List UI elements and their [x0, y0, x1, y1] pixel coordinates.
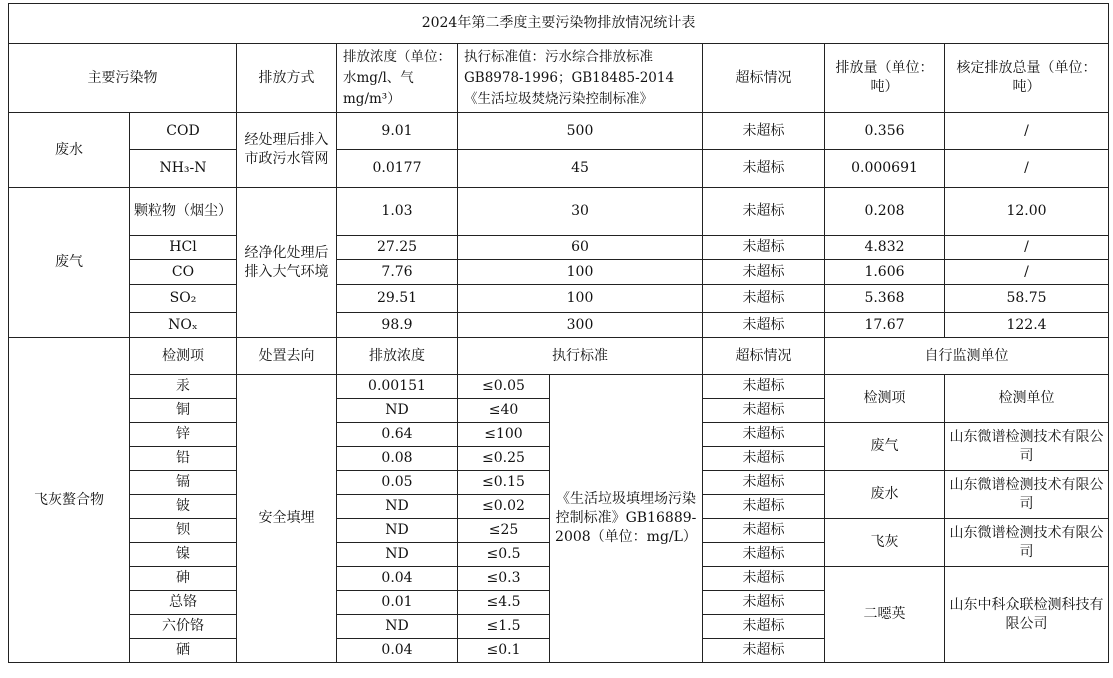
- subheader-disposal: 处置去向: [237, 338, 337, 375]
- item-cell: 总铬: [130, 591, 237, 615]
- status-cell: 未超标: [703, 639, 825, 663]
- item-cell: 铍: [130, 495, 237, 519]
- conc-cell: 0.0177: [337, 150, 458, 188]
- limit-cell: ≤4.5: [458, 591, 550, 615]
- monitor-unit: 山东微谱检测技术有限公司: [945, 423, 1109, 471]
- limit-cell: ≤1.5: [458, 615, 550, 639]
- item-cell: 汞: [130, 375, 237, 399]
- monitor-header-item: 检测项: [825, 375, 945, 423]
- item-cell: 砷: [130, 567, 237, 591]
- std-cell: 100: [458, 260, 703, 285]
- total-cell: 12.00: [945, 188, 1109, 236]
- monitor-item: 飞灰: [825, 519, 945, 567]
- conc-cell: 0.08: [337, 447, 458, 471]
- total-cell: /: [945, 260, 1109, 285]
- status-cell: 未超标: [703, 591, 825, 615]
- table-row: [9, 113, 1109, 150]
- status-cell: 未超标: [703, 260, 825, 285]
- conc-cell: 0.64: [337, 423, 458, 447]
- status-cell: 未超标: [703, 236, 825, 260]
- conc-cell: 0.01: [337, 591, 458, 615]
- std-cell: 300: [458, 313, 703, 338]
- item-cell: 钡: [130, 519, 237, 543]
- category-wastewater: 废水: [9, 113, 130, 188]
- monitor-unit: 山东中科众联检测科技有限公司: [945, 567, 1109, 663]
- status-cell: 未超标: [703, 519, 825, 543]
- item-cell: NOₓ: [130, 313, 237, 338]
- conc-cell: 0.04: [337, 567, 458, 591]
- amount-cell: 4.832: [825, 236, 945, 260]
- item-cell: 铅: [130, 447, 237, 471]
- conc-cell: 1.03: [337, 188, 458, 236]
- item-cell: 硒: [130, 639, 237, 663]
- item-cell: 镍: [130, 543, 237, 567]
- table-title: 2024年第二季度主要污染物排放情况统计表: [9, 4, 1109, 44]
- table-row: [9, 260, 1109, 285]
- amount-cell: 5.368: [825, 285, 945, 313]
- conc-cell: ND: [337, 519, 458, 543]
- limit-cell: ≤40: [458, 399, 550, 423]
- subheader-exceed: 超标情况: [703, 338, 825, 375]
- table-row: [9, 375, 1109, 399]
- total-cell: /: [945, 150, 1109, 188]
- header-exceed: 超标情况: [703, 44, 825, 113]
- status-cell: 未超标: [703, 113, 825, 150]
- conc-cell: 27.25: [337, 236, 458, 260]
- item-cell: CO: [130, 260, 237, 285]
- conc-cell: ND: [337, 495, 458, 519]
- total-cell: /: [945, 113, 1109, 150]
- conc-cell: 98.9: [337, 313, 458, 338]
- status-cell: 未超标: [703, 423, 825, 447]
- status-cell: 未超标: [703, 543, 825, 567]
- category-fly-ash: 飞灰螯合物: [9, 338, 130, 663]
- status-cell: 未超标: [703, 313, 825, 338]
- monitor-item: 废气: [825, 423, 945, 471]
- conc-cell: ND: [337, 543, 458, 567]
- amount-cell: 17.67: [825, 313, 945, 338]
- item-cell: 颗粒物（烟尘）: [130, 188, 237, 236]
- item-cell: 铜: [130, 399, 237, 423]
- total-cell: 58.75: [945, 285, 1109, 313]
- conc-cell: 0.00151: [337, 375, 458, 399]
- status-cell: 未超标: [703, 447, 825, 471]
- item-cell: 六价铬: [130, 615, 237, 639]
- table-row: [9, 236, 1109, 260]
- conc-cell: 7.76: [337, 260, 458, 285]
- std-cell: 30: [458, 188, 703, 236]
- status-cell: 未超标: [703, 615, 825, 639]
- category-exhaust: 废气: [9, 188, 130, 338]
- amount-cell: 0.000691: [825, 150, 945, 188]
- limit-cell: ≤0.05: [458, 375, 550, 399]
- item-cell: 锌: [130, 423, 237, 447]
- header-discharge-method: 排放方式: [237, 44, 337, 113]
- emission-statistics-table: [8, 3, 1109, 663]
- item-cell: SO₂: [130, 285, 237, 313]
- conc-cell: ND: [337, 399, 458, 423]
- status-cell: 未超标: [703, 150, 825, 188]
- status-cell: 未超标: [703, 471, 825, 495]
- subheader-conc: 排放浓度: [337, 338, 458, 375]
- header-concentration: 排放浓度（单位：水mg/l、气mg/m³）: [337, 44, 458, 113]
- monitor-unit: 山东微谱检测技术有限公司: [945, 471, 1109, 519]
- total-cell: /: [945, 236, 1109, 260]
- limit-cell: ≤25: [458, 519, 550, 543]
- limit-cell: ≤0.3: [458, 567, 550, 591]
- item-cell: NH₃-N: [130, 150, 237, 188]
- header-total: 核定排放总量（单位：吨）: [945, 44, 1109, 113]
- conc-cell: 29.51: [337, 285, 458, 313]
- std-cell: 45: [458, 150, 703, 188]
- subheader-monitor: 自行监测单位: [825, 338, 1109, 375]
- header-row: [9, 44, 1109, 113]
- status-cell: 未超标: [703, 567, 825, 591]
- header-emission: 排放量（单位：吨）: [825, 44, 945, 113]
- item-cell: COD: [130, 113, 237, 150]
- limit-cell: ≤0.15: [458, 471, 550, 495]
- limit-cell: ≤0.02: [458, 495, 550, 519]
- std-cell: 500: [458, 113, 703, 150]
- limit-cell: ≤0.25: [458, 447, 550, 471]
- item-cell: 镉: [130, 471, 237, 495]
- limit-cell: ≤0.1: [458, 639, 550, 663]
- table-row: [9, 188, 1109, 236]
- limit-cell: ≤100: [458, 423, 550, 447]
- limit-cell: ≤0.5: [458, 543, 550, 567]
- monitor-header-unit: 检测单位: [945, 375, 1109, 423]
- disposal-fly-ash: 安全填埋: [237, 375, 337, 663]
- fly-ash-standard: 《生活垃圾填埋场污染控制标准》GB16889-2008（单位：mg/L）: [550, 375, 703, 663]
- status-cell: 未超标: [703, 188, 825, 236]
- status-cell: 未超标: [703, 495, 825, 519]
- status-cell: 未超标: [703, 375, 825, 399]
- amount-cell: 0.356: [825, 113, 945, 150]
- table-row: [9, 150, 1109, 188]
- conc-cell: ND: [337, 615, 458, 639]
- amount-cell: 0.208: [825, 188, 945, 236]
- status-cell: 未超标: [703, 285, 825, 313]
- monitor-unit: 山东微谱检测技术有限公司: [945, 519, 1109, 567]
- monitor-item: 废水: [825, 471, 945, 519]
- header-standard: 执行标准值：污水综合排放标准GB8978-1996；GB18485-2014《生活垃圾焚烧污染控制标准》: [458, 44, 703, 113]
- method-wastewater: 经处理后排入市政污水管网: [237, 113, 337, 188]
- std-cell: 100: [458, 285, 703, 313]
- conc-cell: 9.01: [337, 113, 458, 150]
- method-exhaust: 经净化处理后排入大气环境: [237, 188, 337, 338]
- total-cell: 122.4: [945, 313, 1109, 338]
- subheader-standard: 执行标准: [458, 338, 703, 375]
- subheader-item: 检测项: [130, 338, 237, 375]
- header-main-pollutants: 主要污染物: [9, 44, 237, 113]
- amount-cell: 1.606: [825, 260, 945, 285]
- conc-cell: 0.05: [337, 471, 458, 495]
- std-cell: 60: [458, 236, 703, 260]
- monitor-item: 二噁英: [825, 567, 945, 663]
- status-cell: 未超标: [703, 399, 825, 423]
- table-row: [9, 338, 1109, 375]
- item-cell: HCl: [130, 236, 237, 260]
- table-row: [9, 285, 1109, 313]
- conc-cell: 0.04: [337, 639, 458, 663]
- table-row: [9, 313, 1109, 338]
